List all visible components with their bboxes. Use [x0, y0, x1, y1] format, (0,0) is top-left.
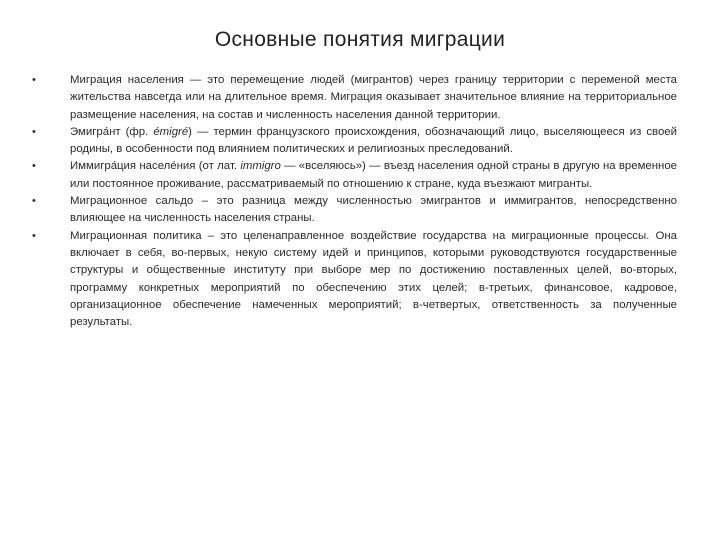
bullet-item-immigration [32, 158, 677, 193]
bullet-text-italic: émigré [153, 125, 189, 138]
bullet-text-part: Иммигра́ция населе́ния (от лат. [70, 160, 241, 173]
bullet-dot-icon: • [32, 229, 36, 242]
bullet-list [32, 72, 677, 331]
bullet-dot-icon: • [32, 125, 36, 138]
bullet-dot-icon: • [32, 74, 36, 86]
bullet-text: Миграционное сальдо – это разница между численностью эмигрантов и иммигрантов, непосредственно влияющее на численность населения страны. [70, 195, 677, 225]
bullet-item-migration-balance [32, 193, 677, 228]
bullet-dot-icon: • [32, 195, 36, 208]
bullet-item-migration [32, 72, 677, 124]
bullet-item-emigrant [32, 124, 677, 159]
bullet-text-italic: immigro [240, 160, 281, 173]
bullet-text-part: ) — термин французского происхождения, обозначающий лицо, выселяющееся из своей родины, в особенности под влиянием политических и религиозных преследований. [70, 125, 677, 156]
slide-title: Основные понятия миграции [214, 28, 506, 51]
bullet-item-migration-policy [32, 228, 677, 332]
bullet-text: Миграция населения — это перемещение людей (мигрантов) через границу территории с переменой места жительства навсегда или на длительное время. Миграция оказывает значительное влияние на территориальное размещение населения, на состав и численность населения данной территории. [70, 74, 677, 121]
bullet-text-part: Эмигра́нт (фр. [70, 125, 154, 138]
bullet-dot-icon: • [32, 160, 36, 173]
bullet-text-part: — «вселяюсь») — въезд населения одной страны в другую на временное или постоянное проживание, рассматриваемый по отношению к стране, куда въезжают мигранты. [70, 160, 677, 190]
bullet-text: Миграционная политика – это целенаправленное воздействие государства на миграционные процессы. Она включает в себя, во-первых, некую систему идей и принципов, которыми руководствуются государственные структуры и общественные институту при выборе мер по достижению поставленных целей, во-вторых, программу конкретных мероприятий по обеспечению этих целей; в-третьих, финансовое, кадровое, организационное обеспечение намеченных мероприятий; в-четвертых, ответственность за полученные результаты. [70, 229, 677, 329]
